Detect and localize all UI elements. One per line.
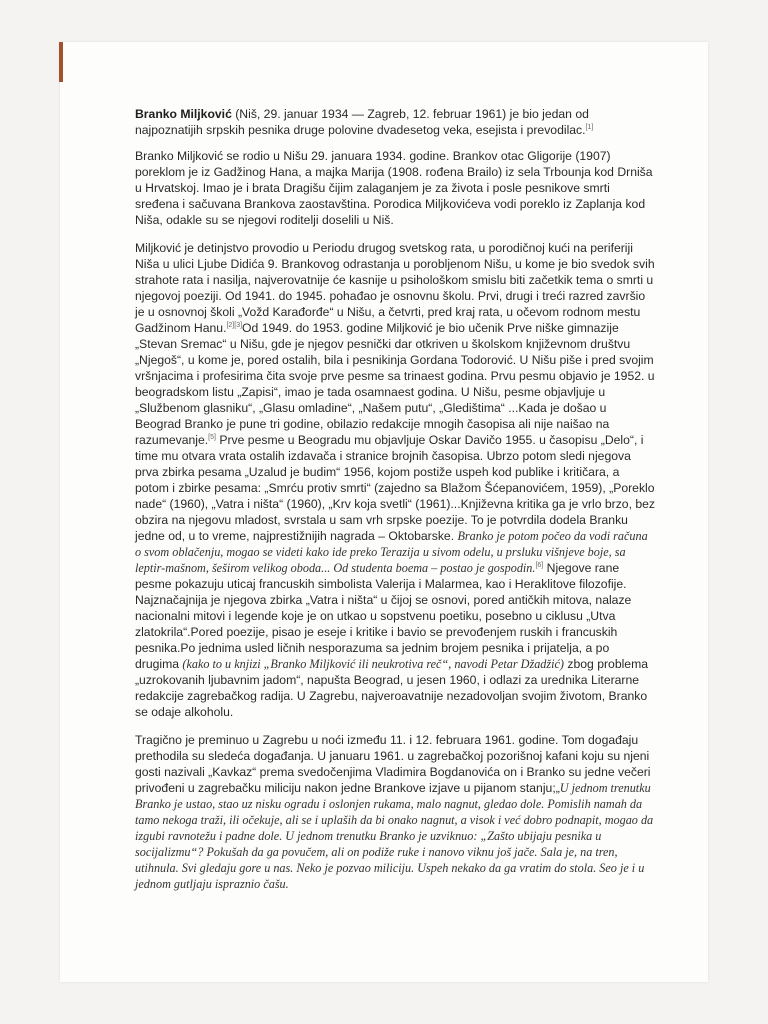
footnote-ref: [1]	[585, 123, 594, 131]
quote-italic: Branko je potom počeo da vodi računa o svom oblačenju, mogao se videti kako ide preko Terazija u sivom odelu, u prsluku višnjeve boje, sa leptir-mašnom, šeširom velikog oboda... Od studenta boema – postao je gospodin.	[135, 529, 648, 575]
page-edge-mark	[59, 42, 63, 82]
biography-paragraph	[135, 240, 655, 720]
birth-paragraph: Branko Miljković se rodio u Nišu 29. januara 1934. godine. Brankov otac Gligorije (1907) poreklom je iz Gadžinog Hana, a majka Marija (1908. rođena Brailo) iz sela Trbounja kod Drniša u Hrvatskoj. Imao je i brata Dragišu čijim zalaganjem je za života i posle pesnikove smrti sređena i sačuvana Brankova zaostavština. Porodica Miljkovićeva vodi poreklo iz Zaplanja kod Niša, odakle su se njegovi roditelji doselili u Niš.	[135, 149, 653, 227]
intro-text: (Niš, 29. januar 1934 — Zagreb, 12. februar 1961) je bio jedan od najpoznatijih srpskih pesnika druge polovine dvadesetog veka, esejista i prevodilac.	[135, 107, 589, 137]
quote-italic: (kako to u knjizi „Branko Miljković ili neukrotiva reč“, navodi Petar Džadžić)	[182, 657, 564, 671]
intro-paragraph	[135, 106, 655, 138]
bio-text: zbog problema „uzrokovanih ljubavnim jadom“, napušta Beograd, u jesen 1960, i odlazi za urednika Literarne redakcije zagrebačkog radija. U Zagrebu, najveroavatnije nezadovoljan svojim životom, Branko se odaje alkoholu.	[135, 657, 649, 719]
bio-text: Miljković je detinjstvo provodio u Periodu drugog svetskog rata, u porodičnoj kući na periferiji Niša u ulici Ljube Didića 9. Brankovog odrastanja u porobljenom Nišu, u kome je bio svedok svih strahote rata i nasilja, najverovatnije će kasnije u psihološkom smislu biti začetkik tema o smrti u njegovoj poeziji. Od 1941. do 1945. pohađao je osnovnu školu. Prvi, drugi i treći razred završio je u osnovnoj školi „Vožd Karađorđe“ u Nišu, a četvrti, pred kraj rata, u očevom rodnom mestu Gadžinom Hanu.	[135, 241, 655, 335]
footnote-ref: [6]	[535, 561, 544, 569]
subject-name: Branko Miljković	[135, 107, 232, 121]
quote-italic: U jednom trenutku Branko je ustao, stao uz nisku ogradu i oslonjen rukama, malo nagnut, gledao dole. Pomislih namah da tamo nekoga traži, ili očekuje, ali se i uplaših da bi onako nagnut, a visok i već dobro podnapit, mogao da izgubi ravnotežu i padne dole. U jednom trenutku Branko je uzviknuo: „Zašto ubijaju pesnika u socijalizmu“? Pokušah da ga povučem, ali on podiže ruke i nanovo viknu još jače. Sala je, na tren, utihnula. Svi gledaju gore u nas. Neko je pozvao miliciju. Uspeh nekako da ga vratim do stola. Seo je i u jednom gutljaju ispraznio čašu.	[135, 781, 654, 891]
bio-text: Od 1949. do 1953. godine Miljković je bio učenik Prve niške gimnazije „Stevan Sremac“ u Nišu, gde je njegov pesnički dar otkriven u školskom književnom društvu „Njegoš“, u kome je, pored ostalih, bila i pesnikinja Gordana Todorović. U Nišu piše i pred svojim vršnjacima i profesirima čita svoje prve pesme sa trinaest godina. Prvu pesmu objavio je 1952. u beogradskom listu „Zapisi“, imao je tada osamnaest godina. U Nišu, pesme objavljuje u „Službenom glasniku“, „Glasu omladine“, „Našem putu“, „Gledištima“ ...Kada je došao u Beograd Branko je pune tri godine, obilazio redakcije mnogih časopisa ali nije naišao na razumevanje.	[135, 321, 655, 447]
death-paragraph	[135, 732, 655, 892]
document-body	[135, 106, 655, 904]
footnote-ref: [5]	[208, 433, 216, 441]
death-text: Tragično je preminuo u Zagrebu u noći između 11. i 12. februara 1961. godine. Tom događaju prethodila su sledeća događanja. U januaru 1961. u zagrebačkoj pozorišnoj kafani koju su njeni gosti nazivali „Kavkaz“ prema svedočenjima Vladimira Bogdanovića on i Branko su jedne večeri privođeni u zagrebačku miliciju nakon jedne Brankove izjave u pijanom stanju;„	[135, 733, 651, 795]
bio-text: Njegove rane pesme pokazuju uticaj francuskih simbolista Valerija i Malarmea, kao i Heraklitove filozofije. Najznačajnija je njegova zbirka „Vatra i ništa“ u čijoj se osnovi, pored antičkih mitova, nalaze nacionalni mitovi i legende koje je on utkao u sopstvenu poetiku, posebno u ciklusu „Utva zlatokrila“.Pored poezije, pisao je eseje i kritike i bavio se prevođenjem ruskih i francuskih pesnika.Po jednima usled ličnih nesporazuma sa jednim brojem pesnika i prijatelja, a po drugima	[135, 561, 632, 671]
footnote-ref: [2][3]	[226, 321, 243, 329]
bio-text: Prve pesme u Beogradu mu objavljuje Oskar Davičo 1955. u časopisu „Delo“, i time mu otvara vrata ostalih izdavača i stranice brojnih časopisa. Ubrzo potom sledi njegova prva zbirka pesama „Uzalud je budim“ 1956, kojom postiže uspeh kod publike i kritičara, a potom i zbirke pesama: „Smrću protiv smrti“ (zajedno sa Blažom Šćepanovićem, 1959), „Poreklo nade“ (1960), „Vatra i ništa“ (1960), „Krv koja svetli“ (1961)...Književna kritika ga je vrlo brzo, bez obzira na njegovu mladost, svrstala u sam vrh srpske poezije. To je potvrdila dodela Branku jedne od, u to vreme, najprestižnijih nagrada – Oktobarske.	[135, 433, 655, 543]
